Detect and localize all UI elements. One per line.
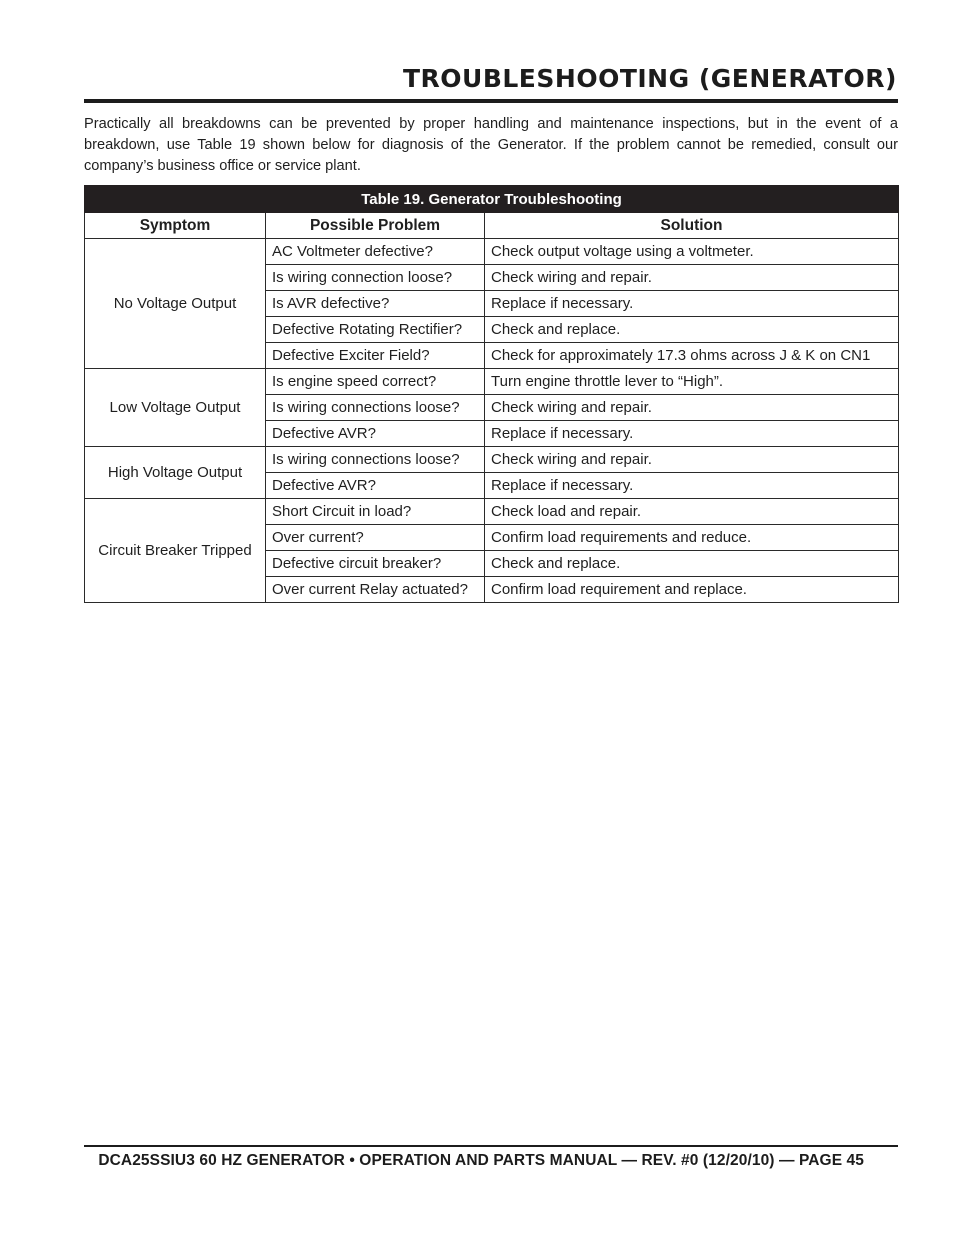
page-footer: DCA25SSIU3 60 HZ GENERATOR • OPERATION AND PARTS MANUAL — REV. #0 (12/20/10) — PAGE 45 [98, 1152, 864, 1169]
table-row [85, 447, 899, 473]
problem-cell: Is AVR defective? [266, 291, 485, 317]
symptom-cell: Low Voltage Output [85, 369, 266, 447]
table-caption: Table 19. Generator Troubleshooting [85, 186, 899, 213]
solution-cell: Check output voltage using a voltmeter. [485, 239, 899, 265]
problem-cell: Defective Rotating Rectifier? [266, 317, 485, 343]
table-caption-row [85, 186, 899, 213]
problem-cell: AC Voltmeter defective? [266, 239, 485, 265]
problem-cell: Defective AVR? [266, 421, 485, 447]
problem-cell: Defective AVR? [266, 473, 485, 499]
problem-cell: Is wiring connections loose? [266, 395, 485, 421]
solution-cell: Confirm load requirements and reduce. [485, 525, 899, 551]
column-header-solution: Solution [485, 213, 899, 239]
solution-cell: Check for approximately 17.3 ohms across J & K on CN1 [485, 343, 899, 369]
symptom-cell: Circuit Breaker Tripped [85, 499, 266, 603]
solution-cell: Confirm load requirement and replace. [485, 577, 899, 603]
problem-cell: Is wiring connection loose? [266, 265, 485, 291]
solution-cell: Check wiring and repair. [485, 265, 899, 291]
symptom-cell: High Voltage Output [85, 447, 266, 499]
problem-cell: Is wiring connections loose? [266, 447, 485, 473]
solution-cell: Check wiring and repair. [485, 395, 899, 421]
page-title: TROUBLESHOOTING (GENERATOR) [402, 64, 897, 93]
problem-cell: Over current Relay actuated? [266, 577, 485, 603]
solution-cell: Replace if necessary. [485, 291, 899, 317]
footer-rule [84, 1145, 898, 1147]
problem-cell: Defective Exciter Field? [266, 343, 485, 369]
table-row [85, 499, 899, 525]
solution-cell: Check and replace. [485, 551, 899, 577]
problem-cell: Over current? [266, 525, 485, 551]
symptom-cell: No Voltage Output [85, 239, 266, 369]
title-rule [84, 99, 898, 103]
solution-cell: Replace if necessary. [485, 473, 899, 499]
solution-cell: Check load and repair. [485, 499, 899, 525]
solution-cell: Check and replace. [485, 317, 899, 343]
intro-paragraph: Practically all breakdowns can be prevented by proper handling and maintenance inspections, but in the event of a breakdown, use Table 19 shown below for diagnosis of the Generator. If the problem cannot be remedied, consult our company’s business office or service plant. [84, 116, 898, 174]
column-header-symptom: Symptom [85, 213, 266, 239]
troubleshooting-table [84, 185, 899, 603]
problem-cell: Short Circuit in load? [266, 499, 485, 525]
table-row [85, 239, 899, 265]
solution-cell: Check wiring and repair. [485, 447, 899, 473]
solution-cell: Replace if necessary. [485, 421, 899, 447]
table-header-row [85, 213, 899, 239]
problem-cell: Is engine speed correct? [266, 369, 485, 395]
solution-cell: Turn engine throttle lever to “High”. [485, 369, 899, 395]
problem-cell: Defective circuit breaker? [266, 551, 485, 577]
table-row [85, 369, 899, 395]
column-header-possible-problem: Possible Problem [266, 213, 485, 239]
